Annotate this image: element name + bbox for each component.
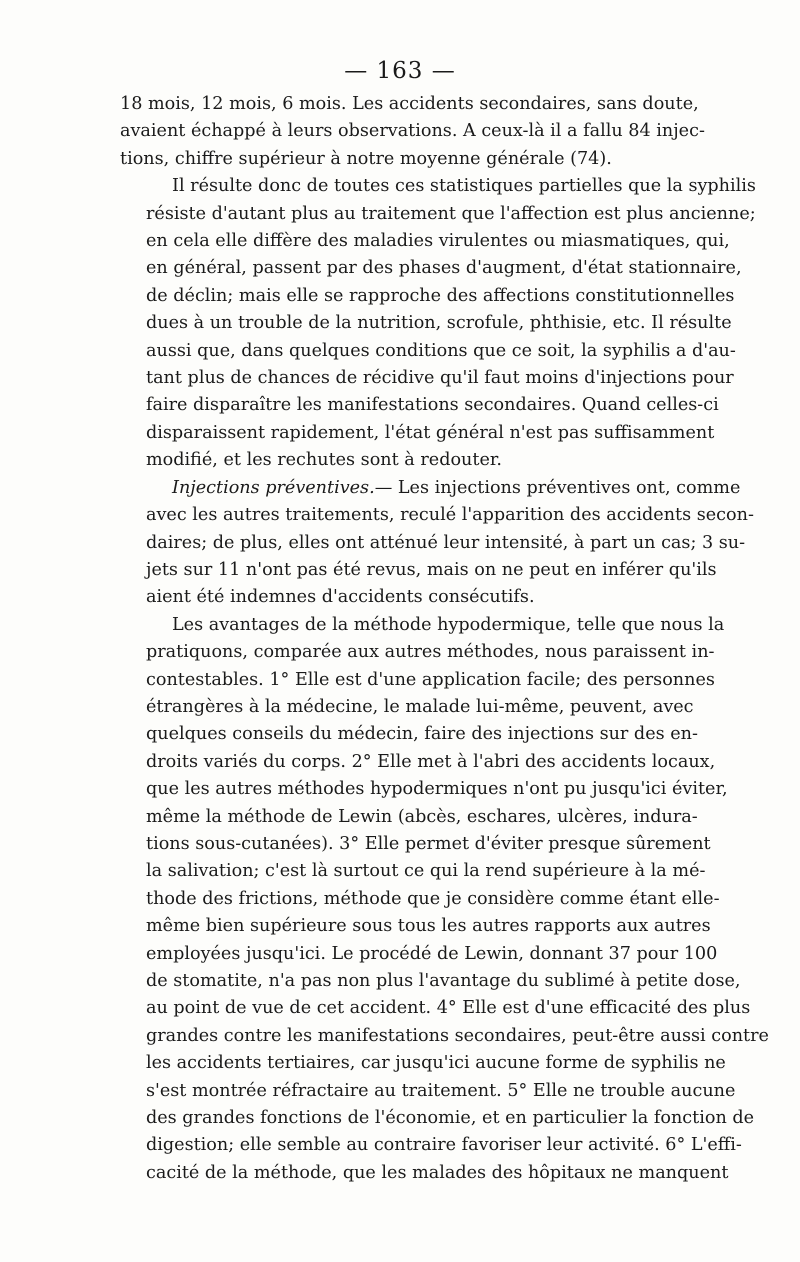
text-line: avec les autres traitements, reculé l'apparition des accidents secon-	[146, 505, 754, 526]
text-line: droits variés du corps. 2° Elle met à l'abri des accidents locaux,	[146, 751, 716, 772]
text-line: résiste d'autant plus au traitement que l'affection est plus ancienne;	[146, 203, 756, 224]
paragraph	[120, 612, 769, 1188]
body-text	[120, 91, 769, 1187]
text-line: daires; de plus, elles ont atténué leur intensité, à part un cas; 3 su-	[146, 532, 746, 553]
text-line: des grandes fonctions de l'économie, et en particulier la fonction de	[146, 1108, 755, 1129]
text-line: digestion; elle semble au contraire favoriser leur activité. 6° L'effi-	[146, 1135, 742, 1156]
text-line: employées jusqu'ici. Le procédé de Lewin, donnant 37 pour 100	[146, 943, 718, 964]
text-line: de stomatite, n'a pas non plus l'avantage du sublimé à petite dose,	[146, 971, 741, 991]
paragraph	[120, 91, 705, 173]
text-line: disparaissent rapidement, l'état général n'est pas suffisamment	[146, 422, 715, 443]
text-line: de déclin; mais elle se rapproche des affections constitutionnelles	[146, 285, 735, 306]
heading-line-text: — Les injections préventives ont, comme	[374, 477, 741, 498]
text-line: avaient échappé à leurs observations. A ceux-là il a fallu 84 injec-	[120, 121, 705, 142]
text-line: contestables. 1° Elle est d'une application facile; des personnes	[146, 669, 715, 690]
text-line: quelques conseils du médecin, faire des injections sur des en-	[146, 724, 698, 745]
text-line: aussi que, dans quelques conditions que ce soit, la syphilis a d'au-	[146, 340, 736, 361]
text-line	[120, 475, 741, 502]
text-line: tions, chiffre supérieur à notre moyenne générale (74).	[120, 148, 612, 169]
text-line: jets sur 11 n'ont pas été revus, mais on ne peut en inférer qu'ils	[146, 559, 717, 580]
text-line: grandes contre les manifestations secondaires, peut-être aussi contre	[146, 1025, 769, 1046]
text-line: Les avantages de la méthode hypodermique, telle que nous la	[172, 614, 725, 635]
text-line: aient été indemnes d'accidents consécutifs.	[146, 587, 535, 608]
text-line: la salivation; c'est là surtout ce qui la rend supérieure à la mé-	[146, 861, 706, 882]
text-line: faire disparaître les manifestations secondaires. Quand celles-ci	[146, 395, 719, 416]
text-line: en général, passent par des phases d'augment, d'état stationnaire,	[146, 258, 742, 279]
text-line: tant plus de chances de récidive qu'il faut moins d'injections pour	[146, 368, 734, 389]
text-line: étrangères à la médecine, le malade lui-même, peuvent, avec	[146, 696, 694, 717]
text-line: cacité de la méthode, que les malades des hôpitaux ne manquent	[146, 1162, 729, 1183]
text-line: modifié, et les rechutes sont à redouter.	[146, 450, 502, 471]
text-line: Il résulte donc de toutes ces statistiques partielles que la syphilis	[172, 176, 756, 197]
text-line: que les autres méthodes hypodermiques n'ont pu jusqu'ici éviter,	[146, 779, 728, 800]
text-line: s'est montrée réfractaire au traitement. 5° Elle ne trouble aucune	[146, 1080, 736, 1101]
text-line: au point de vue de cet accident. 4° Elle est d'une efficacité des plus	[146, 998, 751, 1019]
text-line: tions sous-cutanées). 3° Elle permet d'éviter presque sûrement	[146, 833, 711, 854]
text-line: les accidents tertiaires, car jusqu'ici aucune forme de syphilis ne	[146, 1053, 726, 1074]
text-line: thode des frictions, méthode que je considère comme étant elle-	[146, 888, 720, 909]
paragraph	[120, 173, 756, 474]
text-line: même bien supérieure sous tous les autres rapports aux autres	[146, 916, 711, 937]
text-line: 18 mois, 12 mois, 6 mois. Les accidents secondaires, sans doute,	[120, 94, 699, 114]
text-line: même la méthode de Lewin (abcès, eschares, ulcères, indura-	[146, 806, 698, 827]
text-line: en cela elle diffère des maladies virulentes ou miasmatiques, qui,	[146, 231, 730, 252]
paragraph	[120, 475, 754, 612]
section-heading: Injections préventives.	[172, 477, 375, 498]
page-number: — 163 —	[344, 58, 456, 84]
text-line: dues à un trouble de la nutrition, scrofule, phthisie, etc. Il résulte	[146, 313, 732, 334]
text-line: pratiquons, comparée aux autres méthodes, nous paraissent in-	[146, 642, 715, 663]
